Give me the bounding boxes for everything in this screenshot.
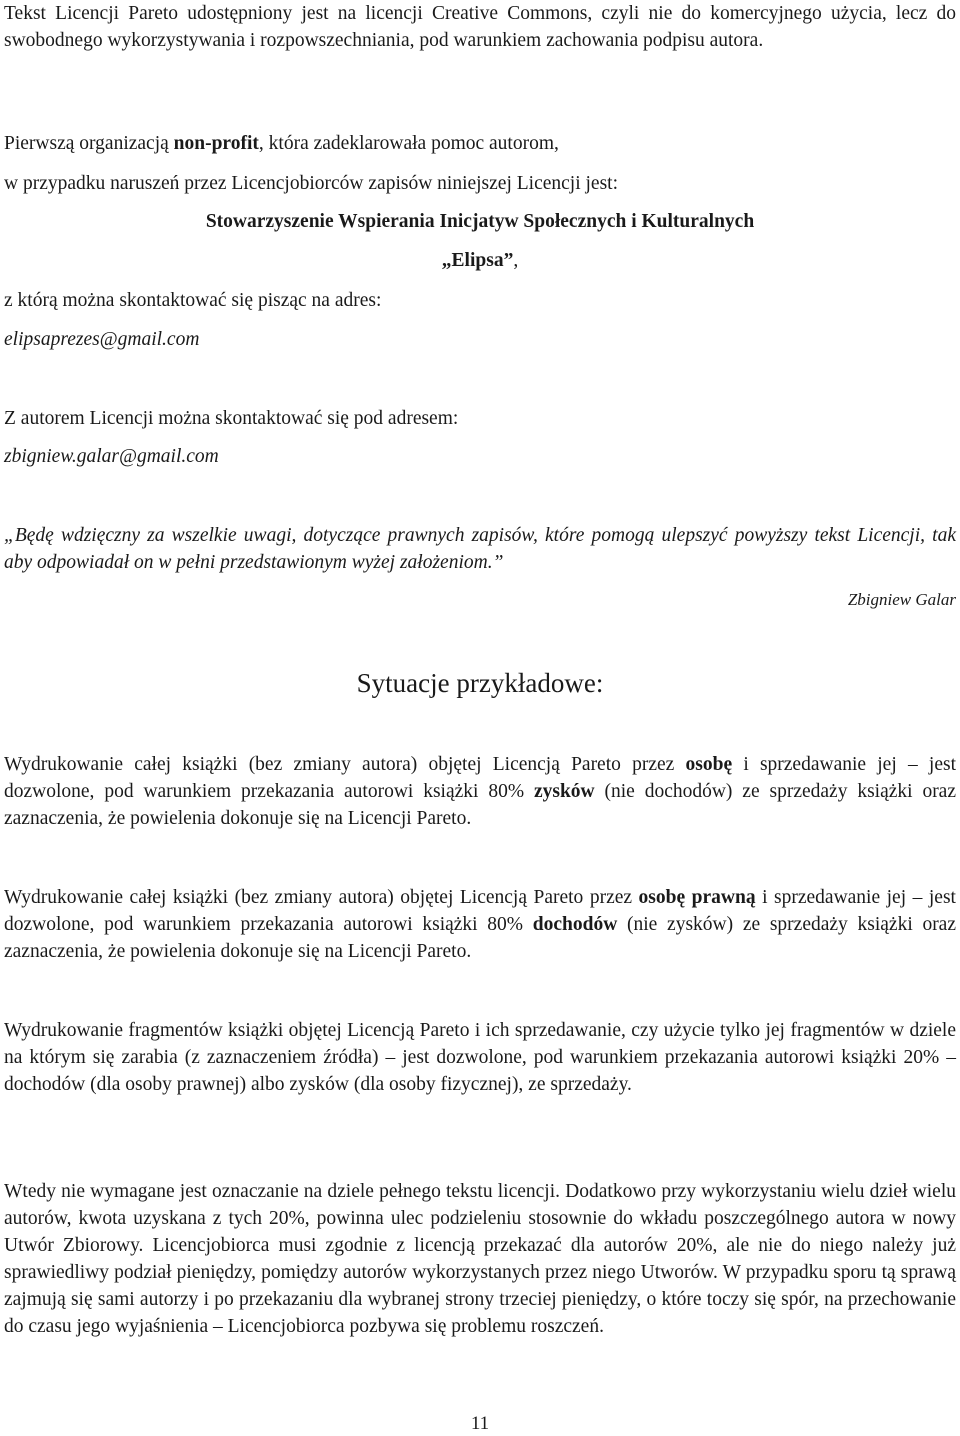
contact-label: z którą można skontaktować się pisząc na adres: xyxy=(4,290,382,311)
p1-bold-1: osobę xyxy=(685,754,733,775)
contact-email-link[interactable]: elipsaprezes@gmail.com xyxy=(4,329,200,350)
author-signature: Zbigniew Galar xyxy=(847,590,956,609)
organization-name: Stowarzyszenie Wspierania Inicjatyw Społecznych i Kulturalnych xyxy=(205,211,755,232)
example-paragraph-3: Wydrukowanie fragmentów książki objętej Licencją Pareto i ich sprzedawanie, czy użycie tylko jej fragmentów w dziele na którym się zarabia (z zaznaczeniem źródła) – jest dozwolone, pod warunkiem przekazania autorowi książki 20% – dochodów (dla osoby prawnej) albo zysków (dla osoby fizycznej), ze sprzedaży. xyxy=(4,1020,956,1095)
examples-heading: Sytuacje przykładowe: xyxy=(356,668,604,698)
p1-text-d: (nie dochodów) ze sprzedaży książki oraz zaznaczenia, że powielenia dokonuje się na Licencji Pareto. xyxy=(4,781,956,829)
p1-text-a: Wydrukowanie całej książki (bez zmiany autora) objętej Licencją Pareto przez xyxy=(4,754,686,775)
p2-bold-2: dochodów xyxy=(532,914,618,935)
author-quote: „Będę wdzięczny za wszelkie uwagi, dotyczące prawnych zapisów, które pomogą ulepszyć powyższy tekst Licencji, tak aby odpowiadał on w pełni przedstawionym wyżej założeniom.” xyxy=(4,525,956,573)
example-paragraph-2 xyxy=(4,884,956,965)
organization-short-name-text: „Elipsa” xyxy=(441,250,514,271)
p2-text-c: i sprzedawanie jej – jest dozwolone, pod warunkiem przekazania autorowi książki 80% xyxy=(4,887,956,935)
nonprofit-line-1-post: , która zadeklarowała pomoc autorom, xyxy=(258,133,559,154)
author-email-link[interactable]: zbigniew.galar@gmail.com xyxy=(4,446,219,467)
author-contact-label: Z autorem Licencji można skontaktować się pod adresem: xyxy=(4,408,459,429)
p2-text-a: Wydrukowanie całej książki (bez zmiany autora) objętej Licencją Pareto przez xyxy=(4,887,639,908)
nonprofit-line-1 xyxy=(4,130,956,157)
example-paragraph-4: Wtedy nie wymagane jest oznaczanie na dziele pełnego tekstu licencji. Dodatkowo przy wykorzystaniu wielu dzieł wielu autorów, kwota uzyskana z tych 20%, powinna ulec podzieleniu stosownie do wkładu poszczególnego autora w nowy Utwór Zbiorowy. Licencjobiorca musi zgodnie z licencją przekazać dla autorów 20%, ale nie do niego należy już sprawiedliwy podział pieniędzy, pomiędzy autorów wykorzystanych przez niego Utworów. W przypadku sporu tą sprawą zajmują się sami autorzy i po przekazaniu dla wybranej strony trzeciej pieniędzy, o które toczy się spór, na przechowanie do czasu jego wyjaśnienia – Licencjobiorca pozbywa się problemu roszczeń. xyxy=(4,1181,956,1337)
nonprofit-bold: non-profit xyxy=(173,133,259,154)
p2-text-d: (nie zysków) ze sprzedaży książki oraz zaznaczenia, że powielenia dokonuje się na Licencji Pareto. xyxy=(4,914,956,962)
p2-bold-1: osobę prawną xyxy=(638,887,756,908)
organization-short-name xyxy=(4,247,956,274)
nonprofit-line-1-pre: Pierwszą organizacją xyxy=(4,133,174,154)
p1-text-c: i sprzedawanie jej – jest dozwolone, pod warunkiem przekazania autorowi książki 80% xyxy=(4,754,956,802)
example-paragraph-1 xyxy=(4,751,956,832)
organization-short-name-suffix: , xyxy=(513,250,519,271)
nonprofit-line-2: w przypadku naruszeń przez Licencjobiorców zapisów niniejszej Licencji jest: xyxy=(4,173,619,194)
p1-bold-2: zysków xyxy=(533,781,595,802)
page-number: 11 xyxy=(470,1413,490,1434)
intro-paragraph: Tekst Licencji Pareto udostępniony jest na licencji Creative Commons, czyli nie do komercyjnego użycia, lecz do swobodnego wykorzystywania i rozpowszechniania, pod warunkiem zachowania podpisu autora. xyxy=(4,3,956,51)
